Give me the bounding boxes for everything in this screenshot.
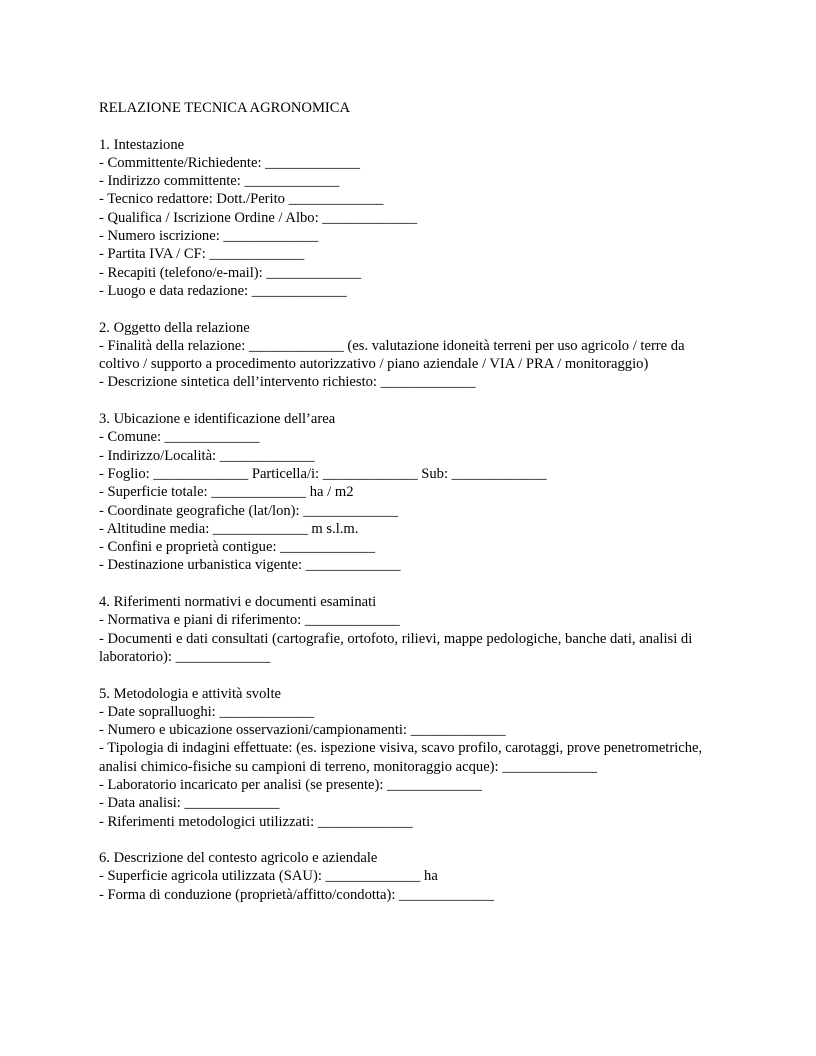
document-title: RELAZIONE TECNICA AGRONOMICA: [99, 100, 351, 116]
field-normativa: - Normativa e piani di riferimento: _____________: [99, 612, 400, 629]
field-qualifica: - Qualifica / Iscrizione Ordine / Albo: _____________: [99, 209, 418, 226]
field-riferimenti-metodologici: - Riferimenti metodologici utilizzati: _____________: [99, 813, 413, 830]
field-partita-iva: - Partita IVA / CF: _____________: [99, 246, 305, 263]
field-sau: - Superficie agricola utilizzata (SAU): _____________ ha: [99, 868, 438, 885]
section-ubicazione: [99, 410, 719, 575]
field-campionamenti: - Numero e ubicazione osservazioni/campionamenti: _____________: [99, 722, 506, 739]
field-documenti-consultati: - Documenti e dati consultati (cartografie, ortofoto, rilievi, mappe pedologiche, banche dati, analisi di laboratorio): _____________: [99, 630, 696, 665]
section-intestazione: [99, 136, 719, 301]
section-heading: 1. Intestazione: [99, 136, 185, 153]
field-altitudine: - Altitudine media: _____________ m s.l.m.: [99, 520, 359, 537]
section-riferimenti: [99, 593, 719, 666]
section-oggetto: [99, 319, 719, 392]
section-heading: 4. Riferimenti normativi e documenti esaminati: [99, 594, 377, 611]
section-heading: 6. Descrizione del contesto agricolo e aziendale: [99, 850, 378, 867]
section-contesto-agricolo: [99, 849, 719, 904]
field-tecnico-redattore: - Tecnico redattore: Dott./Perito _____________: [99, 191, 384, 208]
field-foglio-particella: - Foglio: _____________ Particella/i: _____________ Sub: _____________: [99, 465, 547, 482]
field-forma-conduzione: - Forma di conduzione (proprietà/affitto/condotta): _____________: [99, 886, 494, 903]
field-coordinate: - Coordinate geografiche (lat/lon): _____________: [99, 502, 399, 519]
document-body: [99, 99, 719, 904]
field-laboratorio: - Laboratorio incaricato per analisi (se presente): _____________: [99, 776, 482, 793]
field-luogo-data: - Luogo e data redazione: _____________: [99, 282, 347, 299]
field-committente: - Committente/Richiedente: _____________: [99, 154, 361, 171]
field-data-analisi: - Data analisi: _____________: [99, 795, 280, 812]
section-heading: 5. Metodologia e attività svolte: [99, 685, 281, 702]
field-tipologia-indagini: - Tipologia di indagini effettuate: (es. ispezione visiva, scavo profilo, carotaggi, prove penetrometriche, analisi chimico-fisiche su campioni di terreno, monitoraggio acque): _____________: [99, 740, 706, 775]
field-comune: - Comune: _____________: [99, 429, 260, 446]
field-confini: - Confini e proprietà contigue: _____________: [99, 539, 376, 556]
field-indirizzo-committente: - Indirizzo committente: _____________: [99, 173, 340, 190]
section-metodologia: [99, 685, 719, 831]
field-descrizione-intervento: - Descrizione sintetica dell’intervento richiesto: _____________: [99, 374, 476, 391]
field-indirizzo-localita: - Indirizzo/Località: _____________: [99, 447, 315, 464]
field-superficie-totale: - Superficie totale: _____________ ha / m2: [99, 484, 354, 501]
field-recapiti: - Recapiti (telefono/e-mail): _____________: [99, 264, 362, 281]
section-heading: 2. Oggetto della relazione: [99, 319, 250, 336]
field-destinazione-urbanistica: - Destinazione urbanistica vigente: _____________: [99, 557, 401, 574]
field-finalita: - Finalità della relazione: _____________ (es. valutazione idoneità terreni per uso agricolo / terre da coltivo / supporto a procedimento autorizzativo / piano aziendale / VIA / PRA / monitoraggio): [99, 337, 689, 373]
field-numero-iscrizione: - Numero iscrizione: _____________: [99, 228, 319, 245]
field-date-sopralluoghi: - Date sopralluoghi: _____________: [99, 703, 315, 720]
section-heading: 3. Ubicazione e identificazione dell’area: [99, 411, 336, 428]
